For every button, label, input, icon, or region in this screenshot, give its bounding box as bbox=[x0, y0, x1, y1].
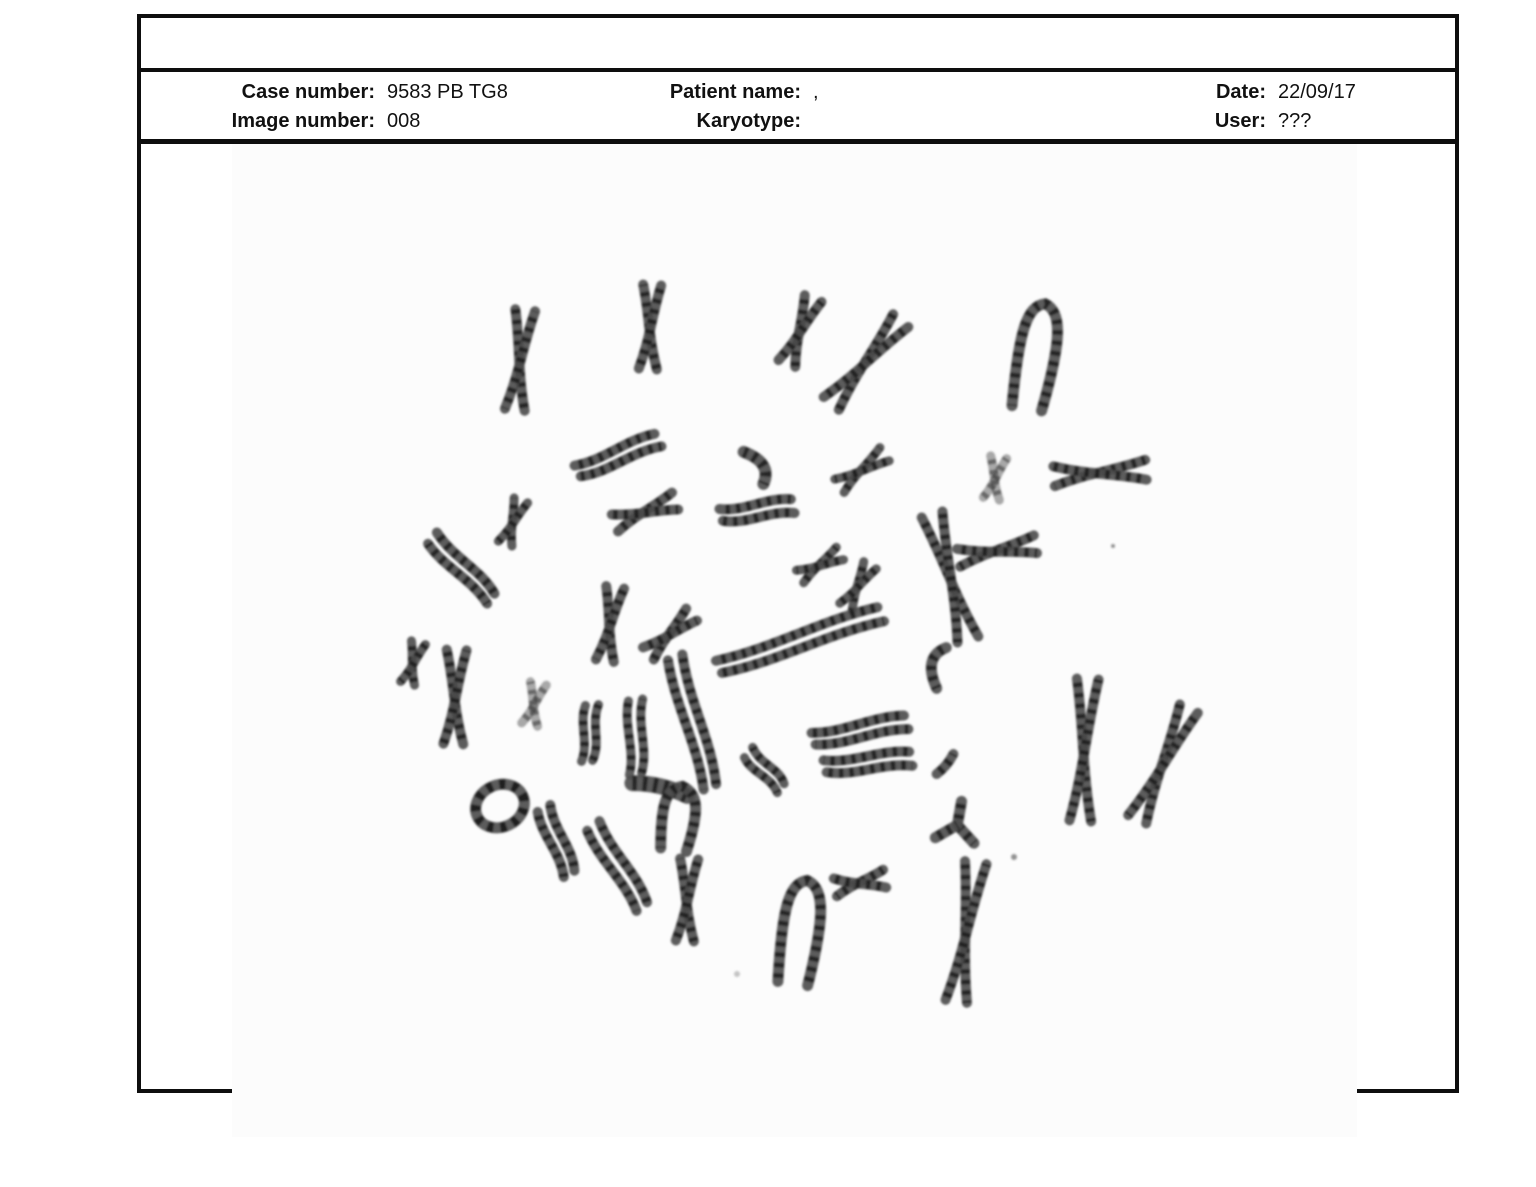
chromosome bbox=[824, 314, 909, 409]
patient-name-label: Patient name: bbox=[669, 81, 801, 103]
chromosome bbox=[522, 682, 547, 726]
date-row bbox=[1061, 78, 1356, 107]
chromosome bbox=[719, 498, 794, 524]
case-number-label: Case number: bbox=[241, 81, 375, 103]
chromosome bbox=[935, 798, 980, 844]
chromosome bbox=[937, 754, 955, 775]
user-row bbox=[1061, 107, 1356, 136]
chromosome bbox=[536, 805, 577, 878]
chromosome bbox=[957, 535, 1037, 566]
case-number-row bbox=[151, 78, 508, 107]
chromosome bbox=[443, 650, 466, 745]
chromosome bbox=[498, 498, 527, 546]
chromosome bbox=[715, 605, 884, 675]
chromosome bbox=[612, 493, 678, 532]
user-label: User: bbox=[1214, 110, 1266, 132]
chromosome bbox=[823, 750, 912, 774]
chromosome bbox=[742, 747, 787, 794]
chromosome bbox=[579, 703, 599, 762]
date-value: 22/09/17 bbox=[1278, 81, 1356, 103]
chromosome bbox=[627, 699, 644, 775]
chromosome bbox=[676, 859, 698, 942]
metaphase-svg bbox=[232, 144, 1357, 1137]
chromosome bbox=[643, 609, 697, 660]
karyotype-row bbox=[561, 107, 819, 136]
chromosome bbox=[775, 878, 826, 986]
patient-name-row bbox=[561, 78, 819, 107]
date-label: Date: bbox=[1215, 81, 1266, 103]
image-number-value: 008 bbox=[387, 110, 421, 132]
chromosome bbox=[811, 714, 908, 747]
karyotype-label: Karyotype: bbox=[696, 110, 801, 132]
chromosome bbox=[596, 586, 624, 662]
chromosome bbox=[922, 512, 979, 643]
chromosome bbox=[666, 654, 719, 790]
image-number-row bbox=[151, 107, 508, 136]
chromosome bbox=[639, 285, 661, 370]
chromosome bbox=[921, 645, 956, 689]
patient-name-value: , bbox=[813, 81, 819, 103]
meta-field-group bbox=[1061, 78, 1356, 136]
chromosome bbox=[834, 870, 886, 896]
chromosome bbox=[574, 432, 662, 479]
chromosome bbox=[1069, 679, 1098, 822]
chromosome bbox=[1111, 544, 1115, 548]
chromosome bbox=[744, 448, 769, 487]
chromosome bbox=[1053, 460, 1146, 486]
metaphase-micrograph bbox=[232, 144, 1357, 1137]
case-number-value: 9583 PB TG8 bbox=[387, 81, 508, 103]
chromosome bbox=[796, 547, 843, 582]
chromosome bbox=[835, 448, 889, 493]
info-band-divider bbox=[137, 139, 1459, 144]
chromosome bbox=[779, 295, 822, 367]
patient-field-group bbox=[561, 78, 819, 136]
chromosome bbox=[585, 820, 650, 912]
chromosome bbox=[983, 456, 1006, 500]
header-info-band bbox=[141, 72, 1455, 139]
chromosome bbox=[426, 532, 498, 605]
case-field-group bbox=[151, 78, 508, 136]
chromosome bbox=[505, 309, 535, 411]
chromosome bbox=[734, 971, 740, 977]
chromosome bbox=[1009, 301, 1063, 412]
chromosome bbox=[1128, 705, 1198, 824]
chromosome bbox=[946, 861, 987, 1003]
user-value: ??? bbox=[1278, 110, 1312, 132]
chromosome bbox=[840, 562, 876, 611]
chromosome bbox=[1011, 854, 1017, 860]
image-number-label: Image number: bbox=[231, 110, 375, 132]
chromosome bbox=[468, 776, 531, 835]
chromosome bbox=[401, 641, 426, 685]
